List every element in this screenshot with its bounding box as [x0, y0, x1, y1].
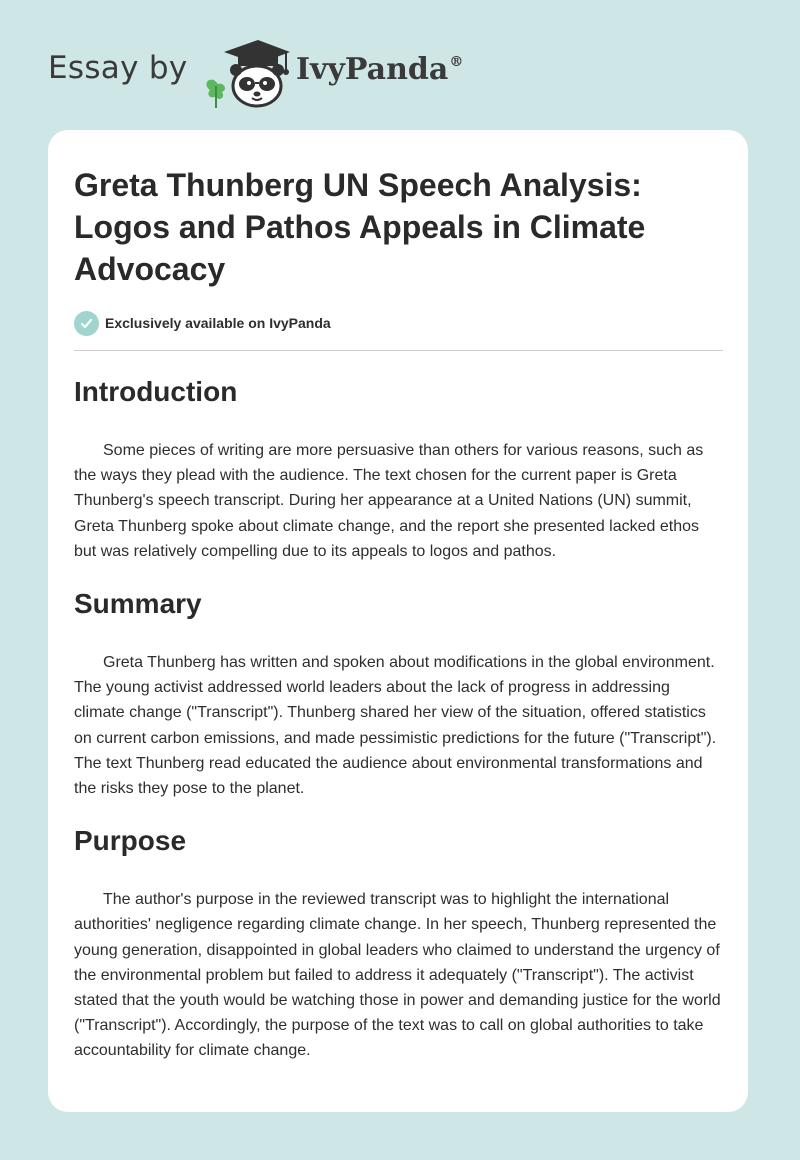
section-heading-purpose: Purpose — [74, 825, 187, 857]
section-text-introduction: Some pieces of writing are more persuasive than others for various reasons, such as the ways they plead with the audience. The text chosen for the current paper is Greta Thunberg's speech transcript. During her appearance at a United Nations (UN) summit, Greta Thunberg spoke about climate change, and the report she presented lacked ethos but was relatively compelling due to its appeals to logos and pathos. — [74, 442, 704, 560]
section-heading-introduction: Introduction — [74, 376, 238, 407]
registered-mark: ® — [449, 54, 464, 70]
title-divider — [74, 350, 723, 351]
essay-card — [48, 130, 748, 1112]
check-icon — [74, 311, 99, 336]
brand-name[interactable] — [296, 52, 463, 87]
ivy-leaf-icon — [207, 80, 225, 108]
section-text-purpose: The author's purpose in the reviewed transcript was to highlight the international authorities' negligence regarding climate change. In her speech, Thunberg represented the young generation, disappointed in global leaders who claimed to understand the urgency of the environmental problem but failed to address it adequately ("Transcript"). The activist stated that the youth would be watching those in power and demanding justice for the world ("Transcript"). Accordingly, the purpose of the text was to call on global authorities to take accountability for climate change. — [74, 891, 721, 1060]
essay-by-label: Essay by — [48, 50, 188, 86]
section-text-summary: Greta Thunberg has written and spoken about modifications in the global environment. The young activist addressed world leaders about the lack of progress in addressing climate change ("Transcript"). Thunberg shared her view of the situation, offered statistics on current carbon emissions, and made pessimistic predictions for the future ("Transcript"). The text Thunberg read educated the audience about environmental transformations and the risks they pose to the planet. — [74, 654, 717, 798]
section-heading-summary: Summary — [74, 588, 202, 620]
brand-text: IvyPanda — [296, 52, 449, 87]
panda-logo-icon[interactable] — [200, 36, 292, 110]
essay-title: Greta Thunberg UN Speech Analysis: Logos and Pathos Appeals in Climate Advocacy — [74, 167, 646, 287]
exclusive-badge — [74, 310, 722, 336]
exclusive-badge-text: Exclusively available on IvyPanda — [105, 315, 331, 331]
site-header — [0, 0, 800, 130]
